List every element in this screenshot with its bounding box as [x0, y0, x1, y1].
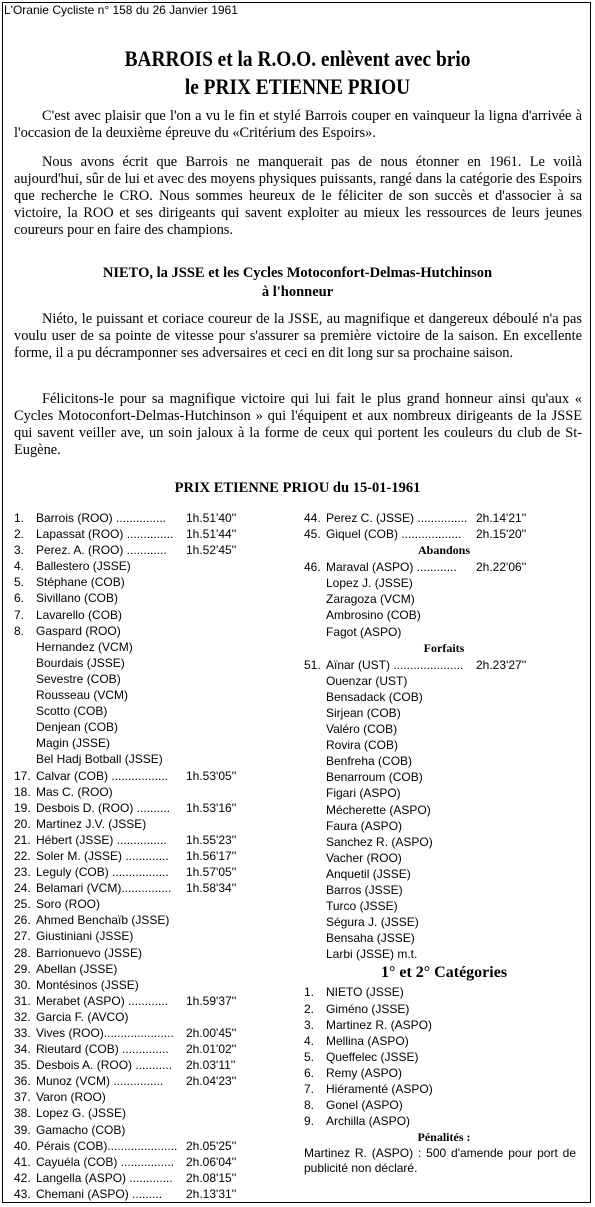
rider-name: Bel Hadj Botball (JSSE)	[36, 752, 163, 767]
rider-name: Lopez J. (JSSE)	[326, 576, 413, 591]
rider-name: Stéphane (COB)	[36, 575, 125, 590]
subheading-line-1: NIETO, la JSSE et les Cycles Motoconfort-Delmas-Hutchinson	[102, 265, 493, 281]
rider-name: Bensadack (COB)	[326, 689, 423, 704]
rider-name: Langella (ASPO) .............	[36, 1170, 173, 1185]
rider-name: Sanchez R. (ASPO)	[326, 834, 433, 849]
result-row	[14, 526, 294, 542]
result-rank: 34.	[14, 1042, 31, 1057]
rider-name: Ahmed Benchaïb (JSSE)	[36, 913, 170, 928]
rider-time: 2h.23'27''	[476, 657, 527, 672]
rider-name: Cayuéla (COB) ................	[36, 1154, 175, 1169]
result-rank: 8.	[304, 1098, 315, 1113]
result-rank: 21.	[14, 832, 31, 847]
abandons-heading: Abandons	[417, 543, 471, 558]
result-row	[14, 945, 294, 961]
result-row	[304, 510, 584, 526]
rider-name: Leguly (COB) .................	[36, 865, 169, 880]
result-row	[304, 1065, 584, 1081]
rider-name: Gamacho (COB)	[36, 1122, 126, 1137]
result-row	[14, 816, 294, 832]
result-row	[14, 542, 294, 558]
result-row	[304, 930, 584, 946]
article-title-line-1: BARROIS et la R.O.O. enlèvent avec brio	[124, 46, 471, 71]
result-row	[304, 882, 584, 898]
rider-name: Gonel (ASPO)	[326, 1098, 403, 1113]
result-rank: 40.	[14, 1138, 31, 1153]
result-rank: 39.	[14, 1122, 31, 1137]
result-row	[304, 591, 584, 607]
result-row	[14, 800, 294, 816]
rider-name: Sivillano (COB)	[36, 591, 119, 606]
rider-name: Hébert (JSSE) ...............	[36, 832, 167, 847]
result-rank: 4.	[14, 559, 25, 574]
result-row	[14, 719, 294, 735]
result-row	[304, 818, 584, 834]
forfaits-heading: Forfaits	[423, 640, 465, 655]
rider-name: Martinez J.V. (JSSE)	[36, 816, 147, 831]
rider-name: Bourdais (JSSE)	[36, 655, 125, 670]
result-rank: 22.	[14, 848, 31, 863]
result-rank: 18.	[14, 784, 31, 799]
result-row	[14, 623, 294, 639]
rider-name: Figari (ASPO)	[326, 786, 401, 801]
result-rank: 24.	[14, 881, 31, 896]
result-row	[304, 753, 584, 769]
rider-name: Lapassat (ROO) ..............	[36, 527, 174, 542]
result-row	[304, 575, 584, 591]
rider-time: 2h.14'21''	[476, 511, 527, 525]
result-rank: 38.	[14, 1106, 31, 1121]
result-row	[304, 984, 584, 1000]
rider-name: Ouenzar (UST)	[326, 673, 408, 688]
rider-name: Desbois A. (ROO) ...........	[36, 1058, 173, 1073]
result-rank: 7.	[14, 607, 25, 622]
rider-name: Anquetil (JSSE)	[326, 866, 411, 881]
rider-name: Varon (ROO)	[36, 1090, 106, 1105]
rider-name: Calvar (COB) .................	[36, 768, 169, 783]
rider-name: Abellan (JSSE)	[36, 961, 118, 976]
rider-name: Denjean (COB)	[36, 720, 119, 735]
paragraph-1: C'est avec plaisir que l'on a vu le fin et stylé Barrois couper en vainqueur la ligna d'arrivée à l'occasion de la deuxième épreuve du «Critérium des Espoirs».	[14, 108, 582, 141]
rider-time: 2h.00'45''	[186, 1026, 237, 1040]
result-row	[14, 977, 294, 993]
result-row	[304, 1049, 584, 1065]
result-rank: 17.	[14, 768, 31, 783]
result-row	[304, 737, 584, 753]
rider-name: Faura (ASPO)	[326, 818, 403, 833]
result-rank: 51.	[304, 657, 321, 672]
result-rank: 43.	[14, 1186, 31, 1201]
result-row	[14, 896, 294, 912]
result-row	[14, 1186, 294, 1202]
result-row	[14, 735, 294, 751]
rider-time: 2h.04'23''	[186, 1074, 237, 1089]
result-rank: 3.	[14, 543, 25, 558]
rider-name: Zaragoza (VCM)	[326, 592, 415, 607]
result-rank: 25.	[14, 897, 31, 912]
result-row	[14, 590, 294, 606]
article-title-line-2: le PRIX ETIENNE PRIOU	[184, 74, 411, 99]
rider-name: Vacher (ROO)	[326, 850, 402, 865]
rider-name: Barros (JSSE)	[326, 882, 403, 897]
result-row	[14, 1089, 294, 1105]
rider-time: 2h.08'15''	[186, 1170, 237, 1185]
rider-name: Maraval (ASPO) ............	[326, 560, 457, 575]
result-row	[14, 655, 294, 671]
result-row	[14, 1170, 294, 1186]
rider-name: Aïnar (UST) .....................	[326, 657, 464, 672]
result-rank: 42.	[14, 1170, 31, 1185]
rider-time: 1h.52'45''	[186, 543, 237, 558]
rider-name: Lopez G. (JSSE)	[36, 1106, 127, 1121]
result-row	[14, 832, 294, 848]
rider-name: Larbi (JSSE) m.t.	[326, 947, 418, 962]
rider-name: Sirjean (COB)	[326, 705, 401, 720]
rider-name: Magin (JSSE)	[36, 736, 111, 751]
paragraph-2: Nous avons écrit que Barrois ne manquerait pas de nous étonner en 1961. Le voilà aujourd'hui, sûr de lui et avec des moyens physiques puissants, rangé dans la catégorie des Espoirs que recherche le CRO. Nous sommes heureux de le féliciter de son succès et d'associer à sa victoire, la ROO et ses dirigeants qui savent exploiter au mieux les ressources de leurs jeunes coureurs pour en faire des champions.	[14, 154, 582, 238]
result-row	[304, 834, 584, 850]
result-row	[14, 961, 294, 977]
rider-time: 1h.58'34''	[186, 881, 237, 896]
result-row	[14, 1073, 294, 1089]
result-rank: 1.	[14, 511, 25, 525]
result-rank: 30.	[14, 977, 31, 992]
result-rank: 46.	[304, 560, 321, 575]
rider-name: Hernandez (VCM)	[36, 639, 133, 654]
rider-name: Desbois D. (ROO) ..........	[36, 800, 171, 815]
rider-time: 1h.51'40''	[186, 511, 237, 525]
result-rank: 8.	[14, 623, 25, 638]
rider-name: Rovira (COB)	[326, 738, 399, 753]
result-row	[14, 687, 294, 703]
result-row	[14, 574, 294, 590]
rider-name: Fagot (ASPO)	[326, 624, 402, 639]
rider-name: Rousseau (VCM)	[36, 688, 129, 703]
rider-time: 2h.06'04''	[186, 1154, 237, 1169]
result-row	[304, 1113, 584, 1129]
result-rank: 33.	[14, 1026, 31, 1040]
results-right-column	[304, 510, 584, 1176]
result-rank: 45.	[304, 527, 321, 542]
rider-name: NIETO (JSSE)	[326, 985, 404, 1000]
result-row	[304, 802, 584, 818]
rider-name: Belamari (VCM)...............	[36, 881, 172, 896]
result-rank: 41.	[14, 1154, 31, 1169]
result-rank: 37.	[14, 1090, 31, 1105]
result-rank: 20.	[14, 816, 31, 831]
rider-name: Barrois (ROO) ...............	[36, 511, 167, 525]
result-rank: 36.	[14, 1074, 31, 1089]
result-row	[14, 510, 294, 526]
result-rank: 29.	[14, 961, 31, 976]
result-rank: 3.	[304, 1017, 315, 1032]
rider-name: Bensaha (JSSE)	[326, 931, 415, 946]
rider-name: Mécherette (ASPO)	[326, 802, 431, 817]
rider-name: Barrionuevo (JSSE)	[36, 945, 143, 960]
result-rank: 2.	[14, 527, 25, 542]
result-rank: 7.	[304, 1082, 315, 1096]
result-rank: 1.	[304, 985, 315, 1000]
result-row	[14, 671, 294, 687]
result-rank: 23.	[14, 865, 31, 880]
result-row	[304, 1097, 584, 1113]
result-row	[14, 864, 294, 880]
result-row	[14, 1105, 294, 1121]
result-row	[304, 526, 584, 542]
result-rank: 6.	[304, 1065, 315, 1080]
rider-time: 2h.01'02''	[186, 1042, 237, 1057]
rider-name: Soro (ROO)	[36, 897, 101, 912]
result-row	[304, 705, 584, 721]
result-row	[14, 639, 294, 655]
rider-name: Perez. A. (ROO) ............	[36, 543, 167, 558]
rider-time: 1h.57'05''	[186, 865, 237, 880]
result-row	[304, 657, 584, 673]
rider-name: Gaspard (ROO)	[36, 623, 121, 638]
rider-name: Hiéramenté (ASPO)	[326, 1082, 433, 1096]
results-left-column	[14, 510, 294, 1202]
paragraph-3: Niéto, le puissant et coriace coureur de la JSSE, au magnifique et dangereux déboulé n'a pas voulu user de sa pointe de vitesse pour s'assurer sa première victoire de la saison. En excellente forme, il a pu décramponner ses adversaires et ceci en dit long sur sa prochaine saison.	[14, 311, 582, 361]
result-rank: 31.	[14, 993, 31, 1008]
rider-name: Garcia F. (AVCO)	[36, 1009, 129, 1024]
result-row	[304, 946, 584, 962]
rider-name: Scotto (COB)	[36, 704, 108, 719]
rider-name: Vives (ROO).....................	[36, 1026, 174, 1040]
penalites-heading: Pénalités :	[417, 1130, 471, 1145]
result-row	[14, 912, 294, 928]
result-row	[14, 1041, 294, 1057]
result-row	[304, 1033, 584, 1049]
result-rank: 44.	[304, 511, 321, 525]
result-rank: 32.	[14, 1009, 31, 1024]
result-row	[14, 848, 294, 864]
result-row	[304, 721, 584, 737]
rider-name: Archilla (ASPO)	[326, 1114, 411, 1129]
result-row	[304, 898, 584, 914]
rider-name: Giustiniani (JSSE)	[36, 929, 134, 944]
result-row	[14, 1154, 294, 1170]
result-row	[14, 768, 294, 784]
result-row	[14, 1138, 294, 1154]
result-rank: 27.	[14, 929, 31, 944]
rider-time: 1h.53'05''	[186, 768, 237, 783]
result-row	[14, 558, 294, 574]
rider-name: Valéro (COB)	[326, 722, 398, 737]
rider-name: Turco (JSSE)	[326, 899, 398, 914]
rider-time: 2h.05'25''	[186, 1138, 237, 1153]
result-row	[304, 866, 584, 882]
result-row	[304, 1081, 584, 1097]
rider-time: 1h.56'17''	[186, 848, 237, 863]
rider-name: Montésinos (JSSE)	[36, 977, 139, 992]
rider-time: 2h.15'20''	[476, 527, 527, 542]
rider-name: Benarroum (COB)	[326, 770, 423, 785]
result-row	[304, 769, 584, 785]
result-rank: 4.	[304, 1033, 315, 1048]
result-row	[14, 1009, 294, 1025]
result-rank: 2.	[304, 1001, 315, 1016]
rider-name: Chemani (ASPO) .........	[36, 1186, 163, 1201]
result-row	[14, 751, 294, 767]
paragraph-4: Félicitons-le pour sa magnifique victoire qui lui fait le plus grand honneur ainsi qu'aux « Cycles Motoconfort-Delmas-Hutchinson » qui l'équipent et aux nombreux dirigeants de la JSSE qui savent veiller ave, un soin jaloux à la forme de ceux qui portent les couleurs du club de St-Eugène.	[14, 391, 582, 458]
result-row	[14, 1122, 294, 1138]
result-row	[304, 559, 584, 575]
result-row	[304, 673, 584, 689]
rider-name: Merabet (ASPO) ............	[36, 993, 169, 1008]
result-rank: 35.	[14, 1058, 31, 1073]
results-title: PRIX ETIENNE PRIOU du 15-01-1961	[174, 480, 421, 496]
rider-name: Munoz (VCM) ...............	[36, 1074, 164, 1089]
result-rank: 9.	[304, 1114, 315, 1129]
result-row	[14, 784, 294, 800]
rider-name: Lavarello (COB)	[36, 607, 123, 622]
rider-name: Remy (ASPO)	[326, 1065, 403, 1080]
result-row	[304, 689, 584, 705]
result-row	[304, 914, 584, 930]
categories-heading: 1° et 2° Catégories	[380, 964, 508, 982]
rider-time: 2h.13'31''	[186, 1186, 237, 1201]
rider-name: Ségura J. (JSSE)	[326, 915, 419, 930]
rider-name: Rieutard (COB) ..............	[36, 1042, 169, 1057]
rider-time: 1h.59'37''	[186, 993, 237, 1008]
result-rank: 5.	[14, 575, 25, 590]
rider-time: 2h.22'06''	[476, 560, 527, 575]
rider-time: 1h.55'23''	[186, 832, 237, 847]
rider-name: Pérais (COB).....................	[36, 1138, 178, 1153]
result-row	[14, 1057, 294, 1073]
rider-name: Giméno (JSSE)	[326, 1001, 410, 1016]
result-rank: 28.	[14, 945, 31, 960]
result-row	[304, 607, 584, 623]
result-row	[14, 1025, 294, 1041]
rider-name: Perez C. (JSSE) ...............	[326, 511, 468, 525]
rider-time: 2h.03'11''	[186, 1058, 236, 1073]
result-rank: 19.	[14, 800, 31, 815]
rider-name: Sevestre (COB)	[36, 671, 121, 686]
rider-name: Ballestero (JSSE)	[36, 559, 131, 574]
rider-name: Queffelec (JSSE)	[326, 1049, 419, 1064]
issue-header: L'Oranie Cycliste n° 158 du 26 Janvier 1961	[4, 3, 238, 17]
result-rank: 6.	[14, 591, 25, 606]
rider-name: Giquel (COB) ..................	[326, 527, 462, 542]
subheading-line-2: à l'honneur	[261, 284, 334, 300]
rider-time: 1h.51'44''	[186, 527, 237, 542]
result-row	[14, 880, 294, 896]
rider-name: Soler M. (JSSE) .............	[36, 848, 169, 863]
result-row	[14, 928, 294, 944]
result-row	[304, 1001, 584, 1017]
rider-name: Mellina (ASPO)	[326, 1033, 409, 1048]
result-row	[14, 703, 294, 719]
result-row	[304, 1017, 584, 1033]
result-row	[14, 993, 294, 1009]
result-row	[304, 624, 584, 640]
rider-name: Benfreha (COB)	[326, 754, 413, 769]
rider-name: Mas C. (ROO)	[36, 784, 113, 799]
result-row	[304, 850, 584, 866]
rider-name: Ambrosino (COB)	[326, 608, 421, 623]
rider-time: 1h.53'16''	[186, 800, 237, 815]
rider-name: Martinez R. (ASPO)	[326, 1017, 433, 1032]
result-rank: 26.	[14, 913, 31, 928]
result-row	[304, 785, 584, 801]
penalites-text: Martinez R. (ASPO) : 500 d'amende pour port de publicité non déclaré.	[304, 1146, 576, 1176]
result-rank: 5.	[304, 1049, 315, 1064]
result-row	[14, 607, 294, 623]
